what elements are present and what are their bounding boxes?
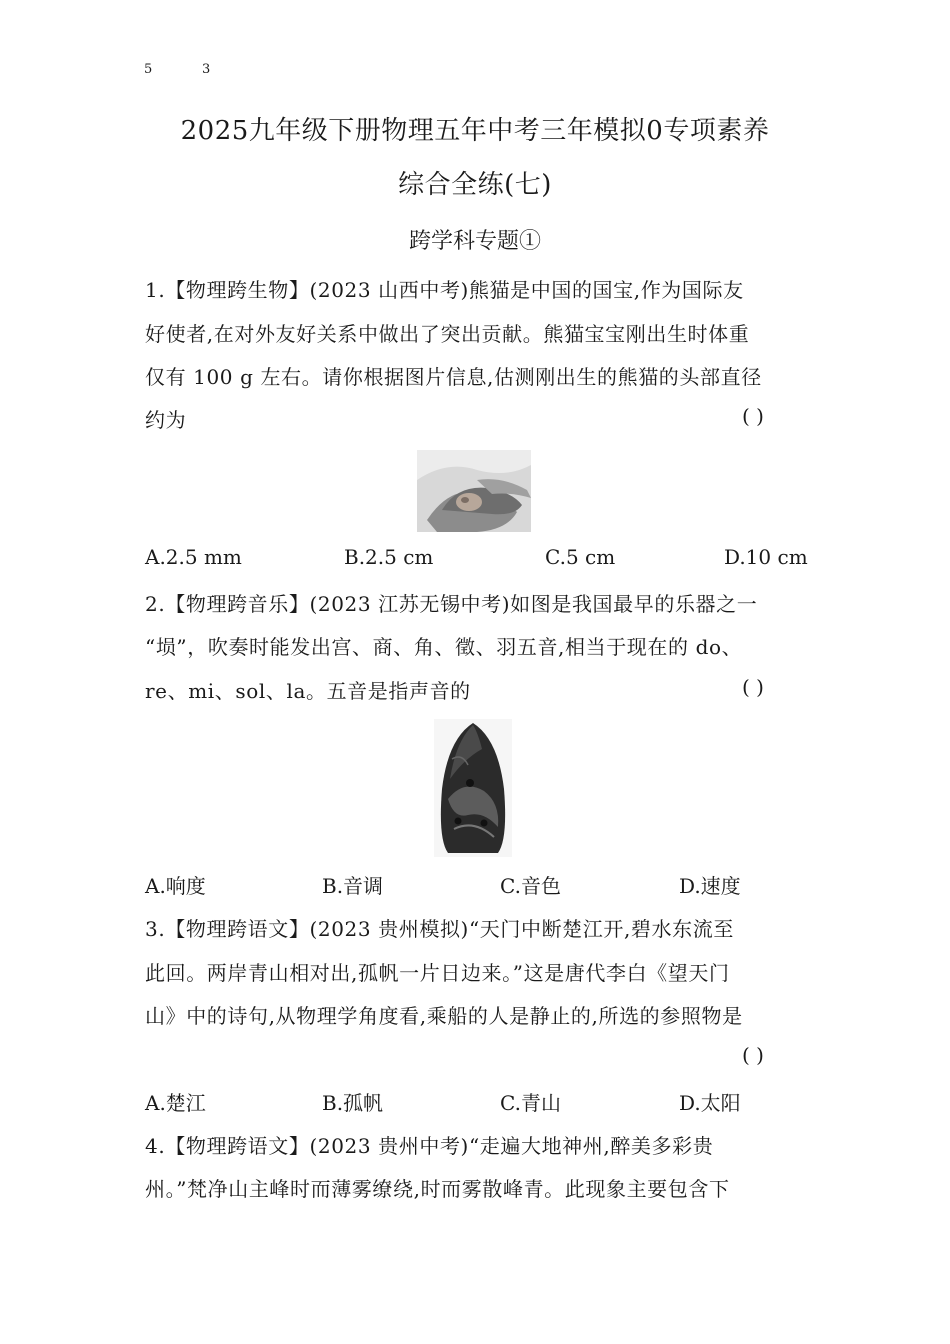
answer-blank: ( ) xyxy=(742,404,764,428)
option-d[interactable]: D.10 cm xyxy=(724,545,808,569)
question-2-line: “埙”，吹奏时能发出宫、商、角、徵、羽五音,相当于现在的 do、 xyxy=(145,635,743,659)
question-1-line: 约为 xyxy=(145,408,187,432)
question-4-line: 4.【物理跨语文】(2023 贵州中考)“走遍大地神州,醉美多彩贵 xyxy=(145,1134,714,1158)
header-number-left: 5 xyxy=(144,62,153,77)
question-4-line: 州。”梵净山主峰时而薄雾缭绕,时而雾散峰青。此现象主要包含下 xyxy=(145,1177,730,1201)
option-b[interactable]: B.2.5 cm xyxy=(344,545,434,569)
option-b[interactable]: B.孤帆 xyxy=(322,1091,384,1115)
question-1-line: 1.【物理跨生物】(2023 山西中考)熊猫是中国的国宝,作为国际友 xyxy=(145,278,744,302)
section-subtitle: 跨学科专题① xyxy=(408,229,541,254)
option-c[interactable]: C.音色 xyxy=(500,874,561,898)
question-2-line: re、mi、sol、la。五音是指声音的 xyxy=(145,679,471,703)
option-b[interactable]: B.音调 xyxy=(322,874,384,898)
option-d[interactable]: D.太阳 xyxy=(679,1091,741,1115)
option-a[interactable]: A.楚江 xyxy=(145,1091,206,1115)
question-1-line: 好使者,在对外友好关系中做出了突出贡献。熊猫宝宝刚出生时体重 xyxy=(145,322,750,346)
option-a[interactable]: A.2.5 mm xyxy=(145,545,242,569)
option-c[interactable]: C.5 cm xyxy=(545,545,616,569)
page-title-line2: 综合全练(七) xyxy=(398,170,552,200)
page-title: 2025九年级下册物理五年中考三年模拟0专项素养 xyxy=(180,116,770,146)
question-3-line: 3.【物理跨语文】(2023 贵州模拟)“天门中断楚江开,碧水东流至 xyxy=(145,917,734,941)
option-a[interactable]: A.响度 xyxy=(145,874,206,898)
question-1-line: 仅有 100 g 左右。请你根据图片信息,估测刚出生的熊猫的头部直径 xyxy=(145,365,762,389)
header-number-right: 3 xyxy=(202,62,211,77)
question-2-line: 2.【物理跨音乐】(2023 江苏无锡中考)如图是我国最早的乐器之一 xyxy=(145,592,758,616)
option-d[interactable]: D.速度 xyxy=(679,874,741,898)
question-3-line: 此回。两岸青山相对出,孤帆一片日边来。”这是唐代李白《望天门 xyxy=(145,961,730,985)
answer-blank: ( ) xyxy=(742,675,764,699)
option-c[interactable]: C.青山 xyxy=(500,1091,561,1115)
question-3-line: 山》中的诗句,从物理学角度看,乘船的人是静止的,所选的参照物是 xyxy=(145,1004,743,1028)
xun-instrument-image xyxy=(434,719,512,857)
panda-cub-in-hands-image xyxy=(417,450,531,532)
answer-blank: ( ) xyxy=(742,1043,764,1067)
